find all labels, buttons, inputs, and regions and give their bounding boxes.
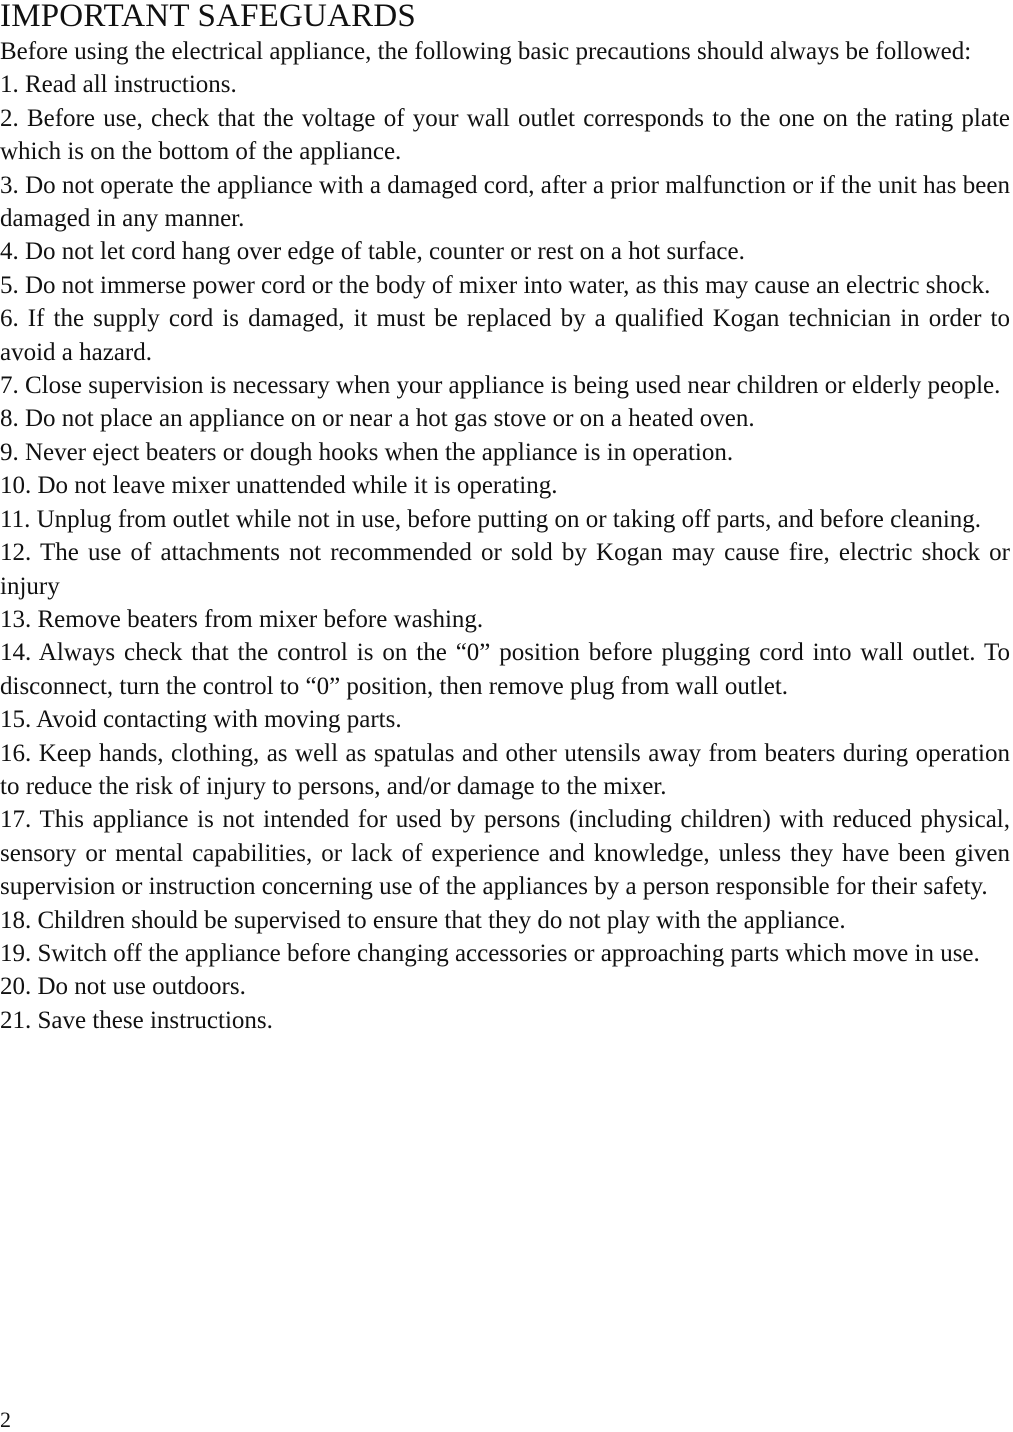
safeguard-item-6: 6. If the supply cord is damaged, it must be replaced by a qualified Kogan technician in order to avoid a hazard. (0, 305, 1010, 366)
safeguard-item-11: 11. Unplug from outlet while not in use, before putting on or taking off parts, and before cleaning. (0, 505, 982, 533)
safeguard-item-13: 13. Remove beaters from mixer before washing. (0, 605, 484, 633)
safeguard-item-7: 7. Close supervision is necessary when your appliance is being used near children or elderly people. (0, 372, 1001, 400)
safeguard-item-21: 21. Save these instructions. (0, 1006, 273, 1034)
safeguard-item-8: 8. Do not place an appliance on or near a hot gas stove or on a heated oven. (0, 405, 755, 433)
safeguard-item-20: 20. Do not use outdoors. (0, 973, 246, 1001)
safeguard-item-16: 16. Keep hands, clothing, as well as spatulas and other utensils away from beaters during operation to reduce the risk of injury to persons, and/or damage to the mixer. (0, 739, 1010, 800)
safeguard-item-1: 1. Read all instructions. (0, 71, 237, 99)
safeguard-item-15: 15. Avoid contacting with moving parts. (0, 706, 402, 734)
safeguard-item-18: 18. Children should be supervised to ensure that they do not play with the appliance. (0, 906, 846, 934)
safeguard-item-10: 10. Do not leave mixer unattended while it is operating. (0, 472, 558, 500)
intro-paragraph: Before using the electrical appliance, the following basic precautions should always be followed: (0, 38, 972, 65)
safeguard-item-19: 19. Switch off the appliance before changing accessories or approaching parts which move in use. (0, 939, 980, 967)
safeguard-item-5: 5. Do not immerse power cord or the body of mixer into water, as this may cause an electric shock. (0, 271, 991, 299)
safeguard-item-3: 3. Do not operate the appliance with a damaged cord, after a prior malfunction or if the unit has been damaged in any manner. (0, 171, 1010, 233)
page-title: IMPORTANT SAFEGUARDS (0, 0, 416, 34)
safeguard-item-4: 4. Do not let cord hang over edge of table, counter or rest on a hot surface. (0, 238, 745, 266)
safeguard-item-12: 12. The use of attachments not recommended or sold by Kogan may cause fire, electric shock or injury (0, 539, 1010, 600)
safeguard-item-9: 9. Never eject beaters or dough hooks when the appliance is in operation. (0, 438, 734, 466)
safeguards-list (0, 68, 1010, 1037)
safeguard-item-17: 17. This appliance is not intended for used by persons (including children) with reduced physical, sensory or mental capabilities, or lack of experience and knowledge, unless they have been given supervision or instruction concerning use of the appliances by a person responsible for their safety. (0, 806, 1010, 901)
safeguard-item-2: 2. Before use, check that the voltage of your wall outlet corresponds to the one on the rating plate which is on the bottom of the appliance. (0, 104, 1010, 166)
page-number: 2 (0, 1407, 11, 1432)
safeguard-item-14: 14. Always check that the control is on the “0” position before plugging cord into wall outlet. To disconnect, turn the control to “0” position, then remove plug from wall outlet. (0, 639, 1010, 700)
